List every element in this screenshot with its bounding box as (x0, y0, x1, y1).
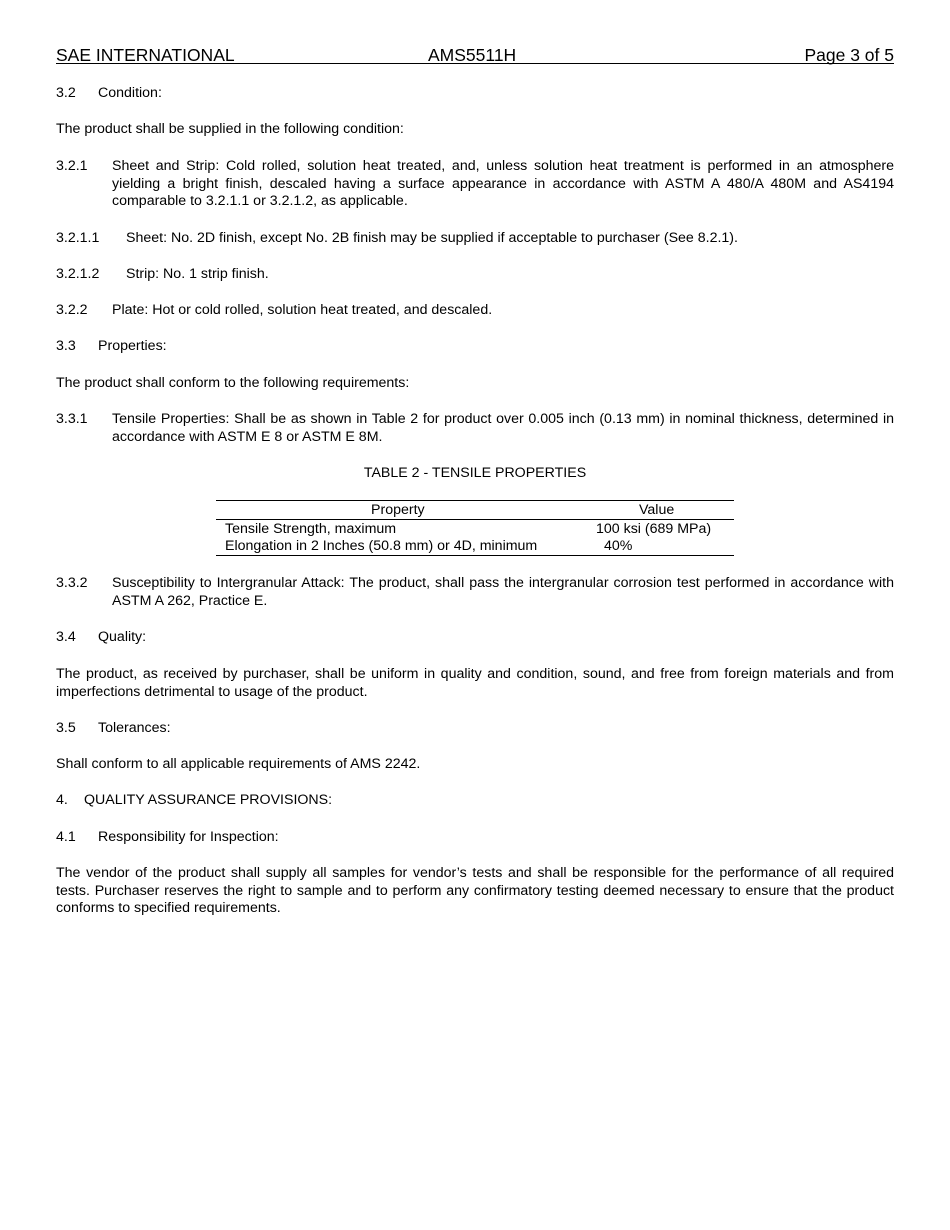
section-3-4-title: Quality: (98, 629, 147, 645)
section-3-5-number: 3.5 (56, 720, 76, 736)
table-header-rule (216, 519, 734, 520)
table-row-2-property: Elongation in 2 Inches (50.8 mm) or 4D, minimum (225, 538, 538, 554)
header-rule (56, 63, 894, 64)
section-3-5-title: Tolerances: (98, 720, 171, 736)
section-3-2-1-number: 3.2.1 (56, 158, 88, 174)
section-3-2-1-1-text: Sheet: No. 2D finish, except No. 2B finish may be supplied if acceptable to purchaser (See 8.2.1). (126, 230, 738, 246)
section-3-3-number: 3.3 (56, 338, 76, 354)
section-4-number: 4. (56, 792, 68, 808)
section-4-title: QUALITY ASSURANCE PROVISIONS: (84, 792, 333, 808)
header-org: SAE INTERNATIONAL (56, 45, 235, 65)
table-bottom-rule (216, 555, 734, 556)
header-page-number: Page 3 of 5 (804, 45, 894, 65)
section-3-2-1-1-number: 3.2.1.1 (56, 230, 100, 246)
table-top-rule (216, 500, 734, 501)
section-3-5-text: Shall conform to all applicable requirements of AMS 2242. (56, 756, 421, 772)
section-4-1-number: 4.1 (56, 829, 76, 845)
section-3-3-1-number: 3.3.1 (56, 411, 88, 427)
table-row-2-value: 40% (604, 538, 633, 554)
section-3-2-intro: The product shall be supplied in the following condition: (56, 121, 404, 137)
section-3-3-1-text: Tensile Properties: Shall be as shown in Table 2 for product over 0.005 inch (0.13 mm) in nominal thickness, determined in accordance with ASTM E 8 or ASTM E 8M. (112, 411, 894, 445)
table-row-1-property: Tensile Strength, maximum (225, 521, 397, 537)
table-row-1-value: 100 ksi (689 MPa) (596, 521, 712, 537)
section-3-2-title: Condition: (98, 85, 162, 101)
section-3-3-2-number: 3.3.2 (56, 575, 88, 591)
section-3-2-1-text: Sheet and Strip: Cold rolled, solution heat treated, and, unless solution heat treatment is performed in an atmosphere yielding a bright finish, descaled having a surface appearance in accordance with ASTM A 480/A 480M and AS4194 comparable to 3.2.1.1 or 3.2.1.2, as applicable. (112, 158, 894, 209)
section-3-4-text: The product, as received by purchaser, shall be uniform in quality and condition, sound, and free from foreign materials and from imperfections detrimental to usage of the product. (56, 666, 894, 700)
section-3-2-1-2-text: Strip: No. 1 strip finish. (126, 266, 269, 282)
table-header-property: Property (371, 502, 425, 518)
section-3-2-number: 3.2 (56, 85, 76, 101)
header-doc-id: AMS5511H (428, 45, 517, 65)
section-3-2-2-text: Plate: Hot or cold rolled, solution heat treated, and descaled. (112, 302, 493, 318)
section-3-3-2-text: Susceptibility to Intergranular Attack: The product, shall pass the intergranular corrosion test performed in accordance with ASTM A 262, Practice E. (112, 575, 894, 609)
section-3-4-number: 3.4 (56, 629, 76, 645)
section-3-2-1-2-number: 3.2.1.2 (56, 266, 100, 282)
section-4-1-title: Responsibility for Inspection: (98, 829, 279, 845)
section-4-1-text: The vendor of the product shall supply all samples for vendor’s tests and shall be responsible for the performance of all required tests. Purchaser reserves the right to sample and to perform any confirmatory testing deemed necessary to ensure that the product conforms to specified requirements. (56, 865, 894, 916)
table-2-title: TABLE 2 - TENSILE PROPERTIES (363, 465, 587, 481)
section-3-2-2-number: 3.2.2 (56, 302, 88, 318)
table-header-value: Value (639, 502, 675, 518)
section-3-3-title: Properties: (98, 338, 167, 354)
section-3-3-intro: The product shall conform to the following requirements: (56, 375, 410, 391)
